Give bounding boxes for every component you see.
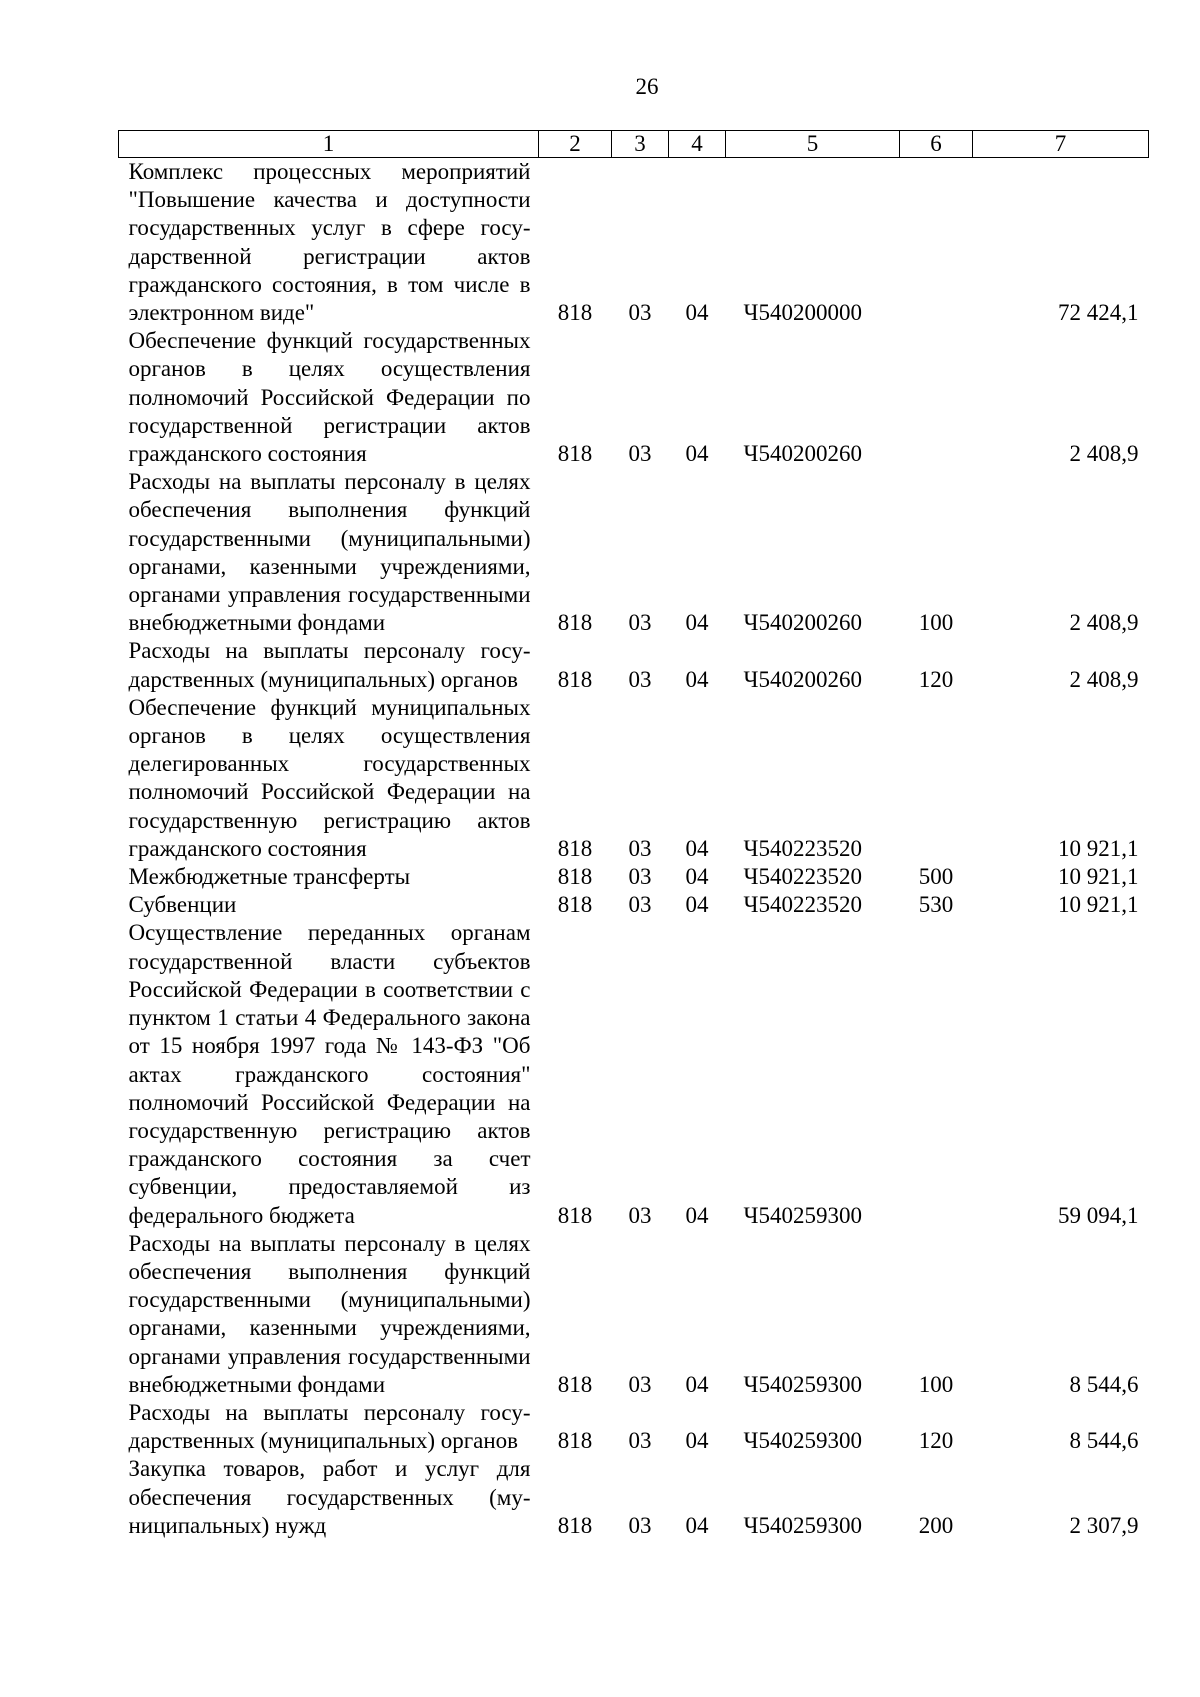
row-target-code: Ч540259300 [743, 1512, 862, 1538]
row-grbs: 818 [557, 892, 593, 918]
row-expense-type [900, 327, 973, 468]
row-section: 03 [628, 1202, 652, 1228]
row-description: Обеспечение функций муниципальных органов в целях осуществления делегированных государственных полномочий Российской Федерации на государственную регистрацию актов гражданского состояния [128, 694, 531, 861]
column-header: 3 [612, 131, 669, 158]
table-row [119, 158, 1149, 328]
row-expense-type [900, 158, 973, 328]
row-description: Расходы на выплаты персоналу государственных (муниципальных) органов [128, 1399, 531, 1454]
row-section: 03 [628, 1371, 652, 1397]
row-target-code: Ч540223520 [743, 892, 862, 918]
row-section: 03 [628, 835, 652, 861]
row-grbs: 818 [557, 1371, 593, 1397]
row-grbs: 818 [557, 1428, 593, 1454]
row-description: Расходы на выплаты персоналу государственных (муниципальных) органов [128, 638, 531, 692]
row-grbs: 818 [557, 835, 593, 861]
row-subsection: 04 [685, 1371, 709, 1397]
table-row [119, 891, 1149, 919]
row-target-code: Ч540259300 [743, 1371, 862, 1397]
row-target-code: Ч540200000 [743, 300, 862, 326]
row-grbs: 818 [557, 666, 593, 692]
row-grbs: 818 [557, 610, 593, 636]
column-header: 1 [119, 131, 539, 158]
row-grbs: 818 [557, 1512, 593, 1538]
row-expense-type: 500 [918, 864, 954, 890]
row-subsection: 04 [685, 666, 709, 692]
row-amount: 10 921,1 [1058, 864, 1139, 890]
column-header: 4 [669, 131, 726, 158]
row-amount: 72 424,1 [1058, 300, 1139, 326]
row-section: 03 [628, 666, 652, 692]
row-subsection: 04 [685, 835, 709, 861]
table-row [119, 863, 1149, 891]
row-grbs: 818 [557, 441, 593, 467]
table-row [119, 637, 1149, 693]
table-row [119, 694, 1149, 863]
row-description: Расходы на выплаты персоналу в целях обеспечения выполнения функций государственными (муниципальными) органами, казенными учреждениями, органами управления государственными внебюджетными фондами [128, 469, 531, 636]
row-expense-type: 530 [918, 892, 954, 918]
row-subsection: 04 [685, 1512, 709, 1538]
row-amount: 10 921,1 [1058, 835, 1139, 861]
row-subsection: 04 [685, 1202, 709, 1228]
row-description: Комплекс процессных мероприятий "Повышение качества и доступности государственных услуг в сфере государственной регистрации актов гражданского состояния, в том числе в электронном виде" [128, 159, 531, 326]
row-grbs: 818 [557, 864, 593, 890]
row-subsection: 04 [685, 300, 709, 326]
column-header: 5 [726, 131, 900, 158]
page-number: 26 [635, 74, 659, 99]
row-description: Закупка товаров, работ и услуг для обеспечения государственных (муниципальных) нужд [128, 1456, 531, 1538]
row-expense-type: 100 [918, 1371, 954, 1397]
row-section: 03 [628, 441, 652, 467]
row-amount: 2 408,9 [1069, 610, 1139, 636]
row-expense-type [900, 694, 973, 863]
row-target-code: Ч540200260 [743, 610, 862, 636]
row-subsection: 04 [685, 864, 709, 890]
column-header: 2 [539, 131, 612, 158]
row-section: 03 [628, 864, 652, 890]
table-row [119, 468, 1149, 637]
row-amount: 2 408,9 [1069, 666, 1139, 692]
row-section: 03 [628, 892, 652, 918]
row-section: 03 [628, 1428, 652, 1454]
row-amount: 8 544,6 [1069, 1371, 1139, 1397]
row-amount: 2 408,9 [1069, 441, 1139, 467]
row-grbs: 818 [557, 300, 593, 326]
row-subsection: 04 [685, 892, 709, 918]
row-amount: 59 094,1 [1058, 1202, 1139, 1228]
budget-table [118, 130, 1149, 1540]
row-expense-type: 120 [918, 666, 954, 692]
row-expense-type [900, 919, 973, 1229]
row-section: 03 [628, 610, 652, 636]
row-section: 03 [628, 1512, 652, 1538]
table-header-row [119, 131, 1149, 158]
row-description: Субвенции [128, 892, 237, 918]
column-header: 6 [900, 131, 973, 158]
row-grbs: 818 [557, 1202, 593, 1228]
row-target-code: Ч540223520 [743, 864, 862, 890]
row-amount: 10 921,1 [1058, 892, 1139, 918]
row-target-code: Ч540200260 [743, 441, 862, 467]
row-expense-type: 100 [918, 610, 954, 636]
row-target-code: Ч540259300 [743, 1202, 862, 1228]
row-target-code: Ч540223520 [743, 835, 862, 861]
row-subsection: 04 [685, 1428, 709, 1454]
table-row [119, 1230, 1149, 1399]
row-description: Расходы на выплаты персоналу в целях обеспечения выполнения функций государственными (муниципальными) органами, казенными учреждениями, органами управления государственными внебюджетными фондами [128, 1230, 531, 1397]
row-description: Осуществление переданных органам государственной власти субъектов Российской Федерации в соответствии с пунктом 1 статьи 4 Федерального закона от 15 ноября 1997 года № 143-ФЗ "Об актах гражданского состояния" полномочий Российской Федерации на государственную регистрацию актов гражданского состояния за счет субвенции, предоставляемой из федерального бюджета [128, 920, 531, 1228]
row-section: 03 [628, 300, 652, 326]
row-amount: 2 307,9 [1069, 1512, 1139, 1538]
column-header: 7 [973, 131, 1149, 158]
row-target-code: Ч540200260 [743, 666, 862, 692]
row-amount: 8 544,6 [1069, 1428, 1139, 1454]
row-subsection: 04 [685, 441, 709, 467]
table-row [119, 1399, 1149, 1455]
row-expense-type: 120 [918, 1428, 954, 1454]
row-description: Обеспечение функций государственных органов в целях осуществления полномочий Российской Федерации по государственной регистрации актов гражданского состояния [128, 328, 531, 467]
table-row [119, 327, 1149, 468]
row-target-code: Ч540259300 [743, 1428, 862, 1454]
table-row [119, 1455, 1149, 1540]
row-description: Межбюджетные трансферты [128, 864, 411, 890]
row-expense-type: 200 [918, 1512, 954, 1538]
row-subsection: 04 [685, 610, 709, 636]
table-row [119, 919, 1149, 1229]
